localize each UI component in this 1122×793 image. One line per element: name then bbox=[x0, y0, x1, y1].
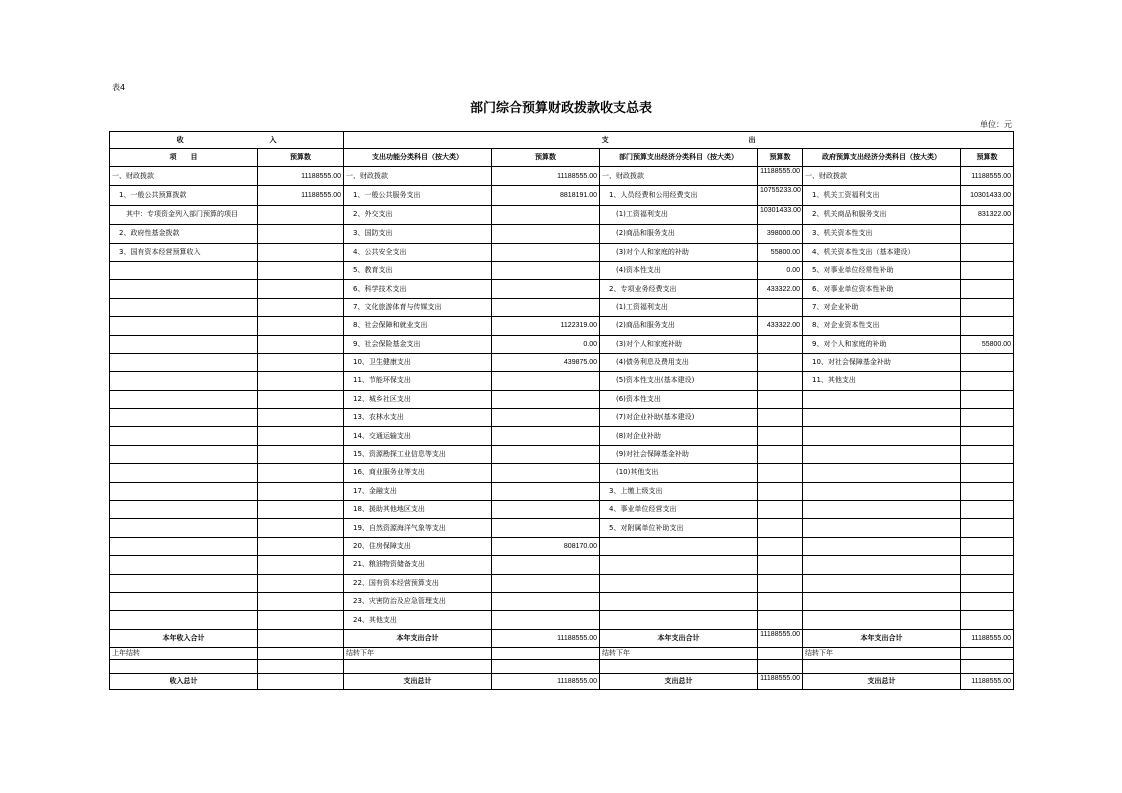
column-header-row bbox=[110, 149, 1014, 167]
table-row bbox=[110, 592, 1014, 610]
budget-amount-cell bbox=[258, 445, 344, 463]
budget-amount-cell: 11188555.00 bbox=[258, 186, 344, 205]
table-row bbox=[110, 261, 1014, 279]
budget-amount-cell bbox=[258, 464, 344, 482]
budget-amount-cell bbox=[961, 317, 1014, 335]
item-cell: 1、一般公共服务支出 bbox=[344, 186, 492, 205]
budget-amount-cell bbox=[258, 519, 344, 537]
table-row bbox=[110, 298, 1014, 316]
item-cell: 2、外交支出 bbox=[344, 205, 492, 224]
budget-amount-cell bbox=[961, 464, 1014, 482]
item-cell bbox=[803, 501, 961, 519]
budget-amount-cell bbox=[758, 482, 803, 500]
carry-in-label: 上年结转 bbox=[110, 648, 258, 660]
expense-grand-total-label: 支出总计 bbox=[600, 674, 758, 690]
column-header: 支出功能分类科目（按大类） bbox=[344, 149, 492, 167]
item-cell: 20、住房保障支出 bbox=[344, 537, 492, 555]
item-cell bbox=[600, 611, 758, 629]
item-cell: 其中：专项资金列入部门预算的项目 bbox=[110, 205, 258, 224]
budget-amount-cell bbox=[492, 445, 600, 463]
expense-year-total-label: 本年支出合计 bbox=[600, 629, 758, 647]
table-row bbox=[110, 556, 1014, 574]
empty-cell bbox=[803, 660, 961, 674]
budget-amount-cell bbox=[492, 390, 600, 408]
item-cell bbox=[600, 574, 758, 592]
item-cell: 4、事业单位经营支出 bbox=[600, 501, 758, 519]
item-cell: 6、对事业单位资本性补助 bbox=[803, 280, 961, 298]
carry-out-label: 结转下年 bbox=[600, 648, 758, 660]
budget-amount-cell bbox=[258, 592, 344, 610]
table-row bbox=[110, 317, 1014, 335]
income-grand-total-value bbox=[258, 674, 344, 690]
budget-amount-cell: 11188555.00 bbox=[961, 167, 1014, 186]
budget-amount-cell bbox=[961, 243, 1014, 261]
item-cell bbox=[803, 519, 961, 537]
sheet-label: 表4 bbox=[112, 83, 126, 92]
budget-amount-cell bbox=[258, 243, 344, 261]
item-cell: 1、一般公共预算拨款 bbox=[110, 186, 258, 205]
income-grand-total-label: 收入总计 bbox=[110, 674, 258, 690]
budget-amount-cell bbox=[258, 537, 344, 555]
column-header: 项 目 bbox=[110, 149, 258, 167]
table-row bbox=[110, 574, 1014, 592]
item-cell: 9、对个人和家庭的补助 bbox=[803, 335, 961, 353]
item-cell: 1、机关工资福利支出 bbox=[803, 186, 961, 205]
budget-amount-cell: 433322.00 bbox=[758, 317, 803, 335]
item-cell: (6)资本性支出 bbox=[600, 390, 758, 408]
table-row bbox=[110, 353, 1014, 371]
budget-amount-cell bbox=[258, 205, 344, 224]
item-cell bbox=[803, 611, 961, 629]
item-cell: 14、交通运输支出 bbox=[344, 427, 492, 445]
spacer-row bbox=[110, 660, 1014, 674]
item-cell bbox=[110, 611, 258, 629]
item-cell bbox=[110, 519, 258, 537]
budget-amount-cell bbox=[758, 611, 803, 629]
expense-year-total-value: 11188555.00 bbox=[961, 629, 1014, 647]
item-cell bbox=[600, 556, 758, 574]
budget-amount-cell bbox=[961, 298, 1014, 316]
expense-grand-total-label: 支出总计 bbox=[803, 674, 961, 690]
item-cell: (5)资本性支出(基本建设) bbox=[600, 372, 758, 390]
item-cell bbox=[803, 482, 961, 500]
item-cell bbox=[803, 592, 961, 610]
item-cell: 3、国有资本经营预算收入 bbox=[110, 243, 258, 261]
budget-amount-cell: 11188555.00 bbox=[758, 167, 803, 186]
item-cell bbox=[110, 592, 258, 610]
empty-cell bbox=[344, 660, 492, 674]
budget-amount-cell bbox=[961, 225, 1014, 243]
item-cell: 3、上缴上级支出 bbox=[600, 482, 758, 500]
budget-amount-cell bbox=[492, 409, 600, 427]
budget-amount-cell: 439875.00 bbox=[492, 353, 600, 371]
budget-amount-cell bbox=[758, 445, 803, 463]
item-cell bbox=[600, 592, 758, 610]
table-row bbox=[110, 501, 1014, 519]
item-cell: 4、公共安全支出 bbox=[344, 243, 492, 261]
table-row bbox=[110, 243, 1014, 261]
item-cell: 5、教育支出 bbox=[344, 261, 492, 279]
item-cell: 17、金融支出 bbox=[344, 482, 492, 500]
item-cell bbox=[110, 482, 258, 500]
item-cell bbox=[110, 280, 258, 298]
empty-cell bbox=[492, 660, 600, 674]
item-cell: (8)对企业补助 bbox=[600, 427, 758, 445]
unit-label: 单位：元 bbox=[980, 120, 1012, 129]
budget-amount-cell bbox=[961, 519, 1014, 537]
item-cell: 7、对企业补助 bbox=[803, 298, 961, 316]
budget-amount-cell bbox=[758, 427, 803, 445]
table-row bbox=[110, 464, 1014, 482]
item-cell: 11、节能环保支出 bbox=[344, 372, 492, 390]
item-cell: (1)工资福利支出 bbox=[600, 298, 758, 316]
budget-amount-cell bbox=[758, 464, 803, 482]
table-row bbox=[110, 445, 1014, 463]
item-cell bbox=[803, 556, 961, 574]
budget-amount-cell: 0.00 bbox=[492, 335, 600, 353]
table-row bbox=[110, 167, 1014, 186]
budget-amount-cell: 11188555.00 bbox=[492, 167, 600, 186]
item-cell bbox=[110, 501, 258, 519]
item-cell: (9)对社会保障基金补助 bbox=[600, 445, 758, 463]
item-cell bbox=[803, 427, 961, 445]
budget-amount-cell bbox=[961, 280, 1014, 298]
item-cell bbox=[803, 537, 961, 555]
item-cell: 一、财政拨款 bbox=[344, 167, 492, 186]
empty-cell bbox=[258, 660, 344, 674]
carry-in-value bbox=[258, 648, 344, 660]
item-cell bbox=[110, 298, 258, 316]
carry-out-value bbox=[492, 648, 600, 660]
budget-amount-cell bbox=[492, 372, 600, 390]
budget-amount-cell: 55800.00 bbox=[758, 243, 803, 261]
budget-amount-cell bbox=[258, 427, 344, 445]
budget-amount-cell: 10755233.00 bbox=[758, 186, 803, 205]
budget-amount-cell bbox=[258, 574, 344, 592]
item-cell: 5、对事业单位经常性补助 bbox=[803, 261, 961, 279]
budget-amount-cell bbox=[758, 353, 803, 371]
table-row bbox=[110, 537, 1014, 555]
item-cell bbox=[110, 261, 258, 279]
empty-cell bbox=[600, 660, 758, 674]
budget-amount-cell bbox=[758, 537, 803, 555]
table-row bbox=[110, 205, 1014, 224]
total-row-year bbox=[110, 629, 1014, 647]
budget-amount-cell bbox=[961, 611, 1014, 629]
budget-amount-cell bbox=[758, 335, 803, 353]
item-cell bbox=[110, 574, 258, 592]
budget-amount-cell bbox=[258, 556, 344, 574]
budget-amount-cell bbox=[492, 427, 600, 445]
item-cell: 8、社会保障和就业支出 bbox=[344, 317, 492, 335]
carry-out-label: 结转下年 bbox=[344, 648, 492, 660]
budget-amount-cell bbox=[961, 372, 1014, 390]
item-cell: (10)其他支出 bbox=[600, 464, 758, 482]
column-header: 预算数 bbox=[758, 149, 803, 167]
item-cell bbox=[110, 445, 258, 463]
budget-amount-cell bbox=[258, 298, 344, 316]
budget-amount-cell bbox=[258, 501, 344, 519]
budget-table bbox=[109, 131, 1014, 690]
budget-amount-cell bbox=[492, 592, 600, 610]
expense-section-header: 支 出 bbox=[344, 132, 1014, 149]
table-row bbox=[110, 335, 1014, 353]
budget-amount-cell bbox=[961, 592, 1014, 610]
page-title: 部门综合预算财政拨款收支总表 bbox=[469, 101, 652, 116]
table-row bbox=[110, 611, 1014, 629]
item-cell: (3)对个人和家庭的补助 bbox=[600, 243, 758, 261]
budget-amount-cell: 0.00 bbox=[758, 261, 803, 279]
empty-cell bbox=[758, 660, 803, 674]
budget-amount-cell bbox=[258, 225, 344, 243]
budget-amount-cell bbox=[758, 409, 803, 427]
carry-row bbox=[110, 648, 1014, 660]
income-section-header: 收 入 bbox=[110, 132, 344, 149]
budget-amount-cell: 808170.00 bbox=[492, 537, 600, 555]
budget-amount-cell bbox=[758, 592, 803, 610]
budget-amount-cell bbox=[758, 519, 803, 537]
budget-amount-cell bbox=[258, 611, 344, 629]
expense-grand-total-label: 支出总计 bbox=[344, 674, 492, 690]
item-cell bbox=[110, 353, 258, 371]
expense-year-total-label: 本年支出合计 bbox=[344, 629, 492, 647]
item-cell: (4)资本性支出 bbox=[600, 261, 758, 279]
table-row bbox=[110, 519, 1014, 537]
budget-amount-cell: 433322.00 bbox=[758, 280, 803, 298]
item-cell: 16、商业服务业等支出 bbox=[344, 464, 492, 482]
budget-amount-cell bbox=[961, 556, 1014, 574]
budget-amount-cell bbox=[961, 409, 1014, 427]
item-cell: 23、灾害防治及应急管理支出 bbox=[344, 592, 492, 610]
item-cell: 9、社会保险基金支出 bbox=[344, 335, 492, 353]
item-cell bbox=[110, 427, 258, 445]
budget-amount-cell bbox=[492, 482, 600, 500]
expense-year-total-label: 本年支出合计 bbox=[803, 629, 961, 647]
budget-amount-cell bbox=[758, 390, 803, 408]
budget-amount-cell bbox=[758, 298, 803, 316]
empty-cell bbox=[110, 660, 258, 674]
item-cell: 5、对附属单位补助支出 bbox=[600, 519, 758, 537]
item-cell: 13、农林水支出 bbox=[344, 409, 492, 427]
table-row bbox=[110, 390, 1014, 408]
item-cell: 19、自然资源海洋气象等支出 bbox=[344, 519, 492, 537]
column-header: 预算数 bbox=[492, 149, 600, 167]
budget-amount-cell bbox=[492, 225, 600, 243]
item-cell: (1)工资福利支出 bbox=[600, 205, 758, 224]
column-header: 预算数 bbox=[961, 149, 1014, 167]
budget-amount-cell bbox=[492, 298, 600, 316]
budget-amount-cell: 1122319.00 bbox=[492, 317, 600, 335]
budget-amount-cell bbox=[258, 409, 344, 427]
budget-amount-cell bbox=[492, 280, 600, 298]
item-cell: 10、对社会保障基金补助 bbox=[803, 353, 961, 371]
section-header-row bbox=[110, 132, 1014, 149]
item-cell: 3、机关资本性支出 bbox=[803, 225, 961, 243]
item-cell: 12、城乡社区支出 bbox=[344, 390, 492, 408]
table-row bbox=[110, 372, 1014, 390]
budget-amount-cell: 8818191.00 bbox=[492, 186, 600, 205]
budget-amount-cell bbox=[492, 464, 600, 482]
budget-amount-cell bbox=[961, 537, 1014, 555]
budget-amount-cell: 398000.00 bbox=[758, 225, 803, 243]
budget-amount-cell bbox=[492, 519, 600, 537]
carry-out-label: 结转下年 bbox=[803, 648, 961, 660]
budget-amount-cell bbox=[258, 317, 344, 335]
item-cell bbox=[110, 537, 258, 555]
budget-amount-cell bbox=[758, 574, 803, 592]
table-row bbox=[110, 482, 1014, 500]
table-row bbox=[110, 186, 1014, 205]
item-cell bbox=[110, 335, 258, 353]
item-cell: (7)对企业补助(基本建设) bbox=[600, 409, 758, 427]
column-header: 政府预算支出经济分类科目（按大类） bbox=[803, 149, 961, 167]
budget-amount-cell bbox=[758, 556, 803, 574]
empty-cell bbox=[961, 660, 1014, 674]
item-cell: 4、机关资本性支出（基本建设） bbox=[803, 243, 961, 261]
budget-amount-cell bbox=[961, 574, 1014, 592]
item-cell: 15、资源勘探工业信息等支出 bbox=[344, 445, 492, 463]
carry-out-value bbox=[758, 648, 803, 660]
item-cell bbox=[110, 390, 258, 408]
item-cell: 6、科学技术支出 bbox=[344, 280, 492, 298]
item-cell: 一、财政拨款 bbox=[110, 167, 258, 186]
budget-amount-cell bbox=[258, 390, 344, 408]
budget-amount-cell: 10301433.00 bbox=[758, 205, 803, 224]
budget-amount-cell bbox=[961, 390, 1014, 408]
table-row bbox=[110, 225, 1014, 243]
item-cell: 1、人员经费和公用经费支出 bbox=[600, 186, 758, 205]
table-row bbox=[110, 409, 1014, 427]
expense-grand-total-value: 11188555.00 bbox=[961, 674, 1014, 690]
item-cell: 21、粮油物资储备支出 bbox=[344, 556, 492, 574]
item-cell bbox=[110, 372, 258, 390]
item-cell bbox=[803, 574, 961, 592]
expense-grand-total-value: 11188555.00 bbox=[758, 674, 803, 690]
budget-amount-cell bbox=[492, 243, 600, 261]
item-cell bbox=[110, 409, 258, 427]
item-cell: 22、国有资本经营预算支出 bbox=[344, 574, 492, 592]
item-cell: (2)商品和服务支出 bbox=[600, 225, 758, 243]
income-year-total-label: 本年收入合计 bbox=[110, 629, 258, 647]
budget-amount-cell bbox=[492, 556, 600, 574]
item-cell bbox=[803, 445, 961, 463]
budget-amount-cell bbox=[961, 501, 1014, 519]
item-cell: 11、其他支出 bbox=[803, 372, 961, 390]
budget-amount-cell bbox=[258, 280, 344, 298]
budget-amount-cell: 11188555.00 bbox=[258, 167, 344, 186]
item-cell bbox=[110, 317, 258, 335]
carry-out-value bbox=[961, 648, 1014, 660]
expense-grand-total-value: 11188555.00 bbox=[492, 674, 600, 690]
budget-amount-cell bbox=[961, 445, 1014, 463]
item-cell: (4)债务利息及费用支出 bbox=[600, 353, 758, 371]
budget-amount-cell bbox=[492, 261, 600, 279]
item-cell: 3、国防支出 bbox=[344, 225, 492, 243]
expense-year-total-value: 11188555.00 bbox=[492, 629, 600, 647]
budget-amount-cell bbox=[258, 482, 344, 500]
budget-amount-cell bbox=[758, 372, 803, 390]
item-cell bbox=[110, 464, 258, 482]
item-cell: 2、专项业务经费支出 bbox=[600, 280, 758, 298]
item-cell: 2、机关商品和服务支出 bbox=[803, 205, 961, 224]
item-cell bbox=[600, 537, 758, 555]
budget-amount-cell bbox=[492, 501, 600, 519]
item-cell: 18、援助其他地区支出 bbox=[344, 501, 492, 519]
budget-amount-cell: 10301433.00 bbox=[961, 186, 1014, 205]
grand-total-row bbox=[110, 674, 1014, 690]
item-cell: 一、财政拨款 bbox=[803, 167, 961, 186]
budget-amount-cell: 55800.00 bbox=[961, 335, 1014, 353]
budget-amount-cell bbox=[961, 261, 1014, 279]
item-cell bbox=[803, 409, 961, 427]
item-cell bbox=[803, 464, 961, 482]
item-cell: (2)商品和服务支出 bbox=[600, 317, 758, 335]
item-cell: (3)对个人和家庭补助 bbox=[600, 335, 758, 353]
item-cell: 2、政府性基金拨款 bbox=[110, 225, 258, 243]
table-row bbox=[110, 427, 1014, 445]
budget-amount-cell bbox=[492, 205, 600, 224]
item-cell bbox=[110, 556, 258, 574]
item-cell: 10、卫生健康支出 bbox=[344, 353, 492, 371]
budget-amount-cell bbox=[961, 353, 1014, 371]
budget-amount-cell: 831322.00 bbox=[961, 205, 1014, 224]
budget-amount-cell bbox=[492, 611, 600, 629]
income-year-total-value bbox=[258, 629, 344, 647]
budget-amount-cell bbox=[961, 427, 1014, 445]
item-cell: 7、文化旅游体育与传媒支出 bbox=[344, 298, 492, 316]
column-header: 部门预算支出经济分类科目（按大类） bbox=[600, 149, 758, 167]
expense-year-total-value: 11188555.00 bbox=[758, 629, 803, 647]
budget-amount-cell bbox=[258, 353, 344, 371]
table-row bbox=[110, 280, 1014, 298]
budget-amount-cell bbox=[492, 574, 600, 592]
budget-amount-cell bbox=[961, 482, 1014, 500]
item-cell: 24、其他支出 bbox=[344, 611, 492, 629]
budget-amount-cell bbox=[758, 501, 803, 519]
item-cell: 一、财政拨款 bbox=[600, 167, 758, 186]
item-cell bbox=[803, 390, 961, 408]
budget-amount-cell bbox=[258, 372, 344, 390]
column-header: 预算数 bbox=[258, 149, 344, 167]
item-cell: 8、对企业资本性支出 bbox=[803, 317, 961, 335]
budget-amount-cell bbox=[258, 261, 344, 279]
budget-amount-cell bbox=[258, 335, 344, 353]
